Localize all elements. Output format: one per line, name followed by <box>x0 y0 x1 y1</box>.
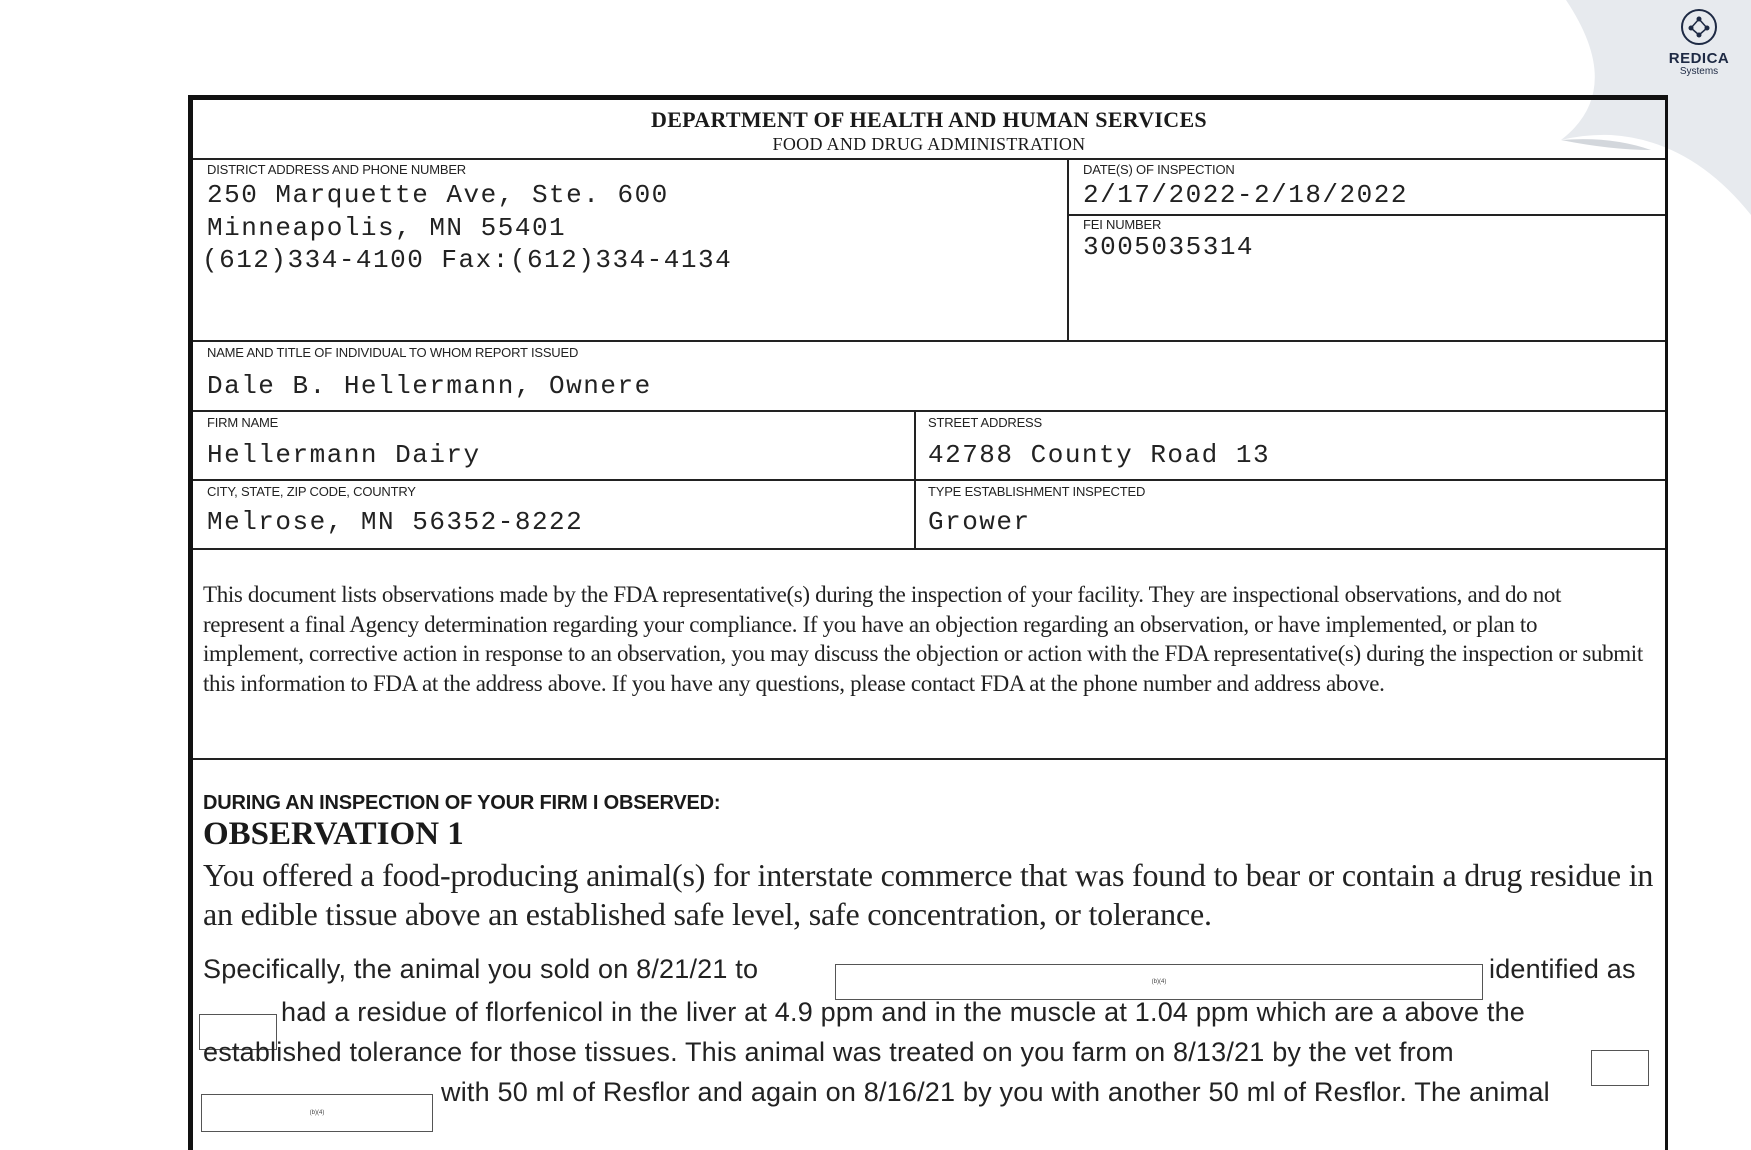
establishment-label: TYPE ESTABLISHMENT INSPECTED <box>928 484 1146 499</box>
street-value: 42788 County Road 13 <box>928 440 1271 470</box>
disclaimer-text: This document lists observations made by the FDA representative(s) during the inspection of your facility. They are inspectional observations, and do not represent a final Agency determination regarding your compliance. If you have an objection regarding an observation, or have implemented, or plan to implement, corrective action in response to an observation, you may discuss the objection or action with the FDA representative(s) during the inspection or submit this information to FDA at the address above. If you have any questions, please contact FDA at the phone number and address above. <box>203 582 1643 696</box>
report-to-label: NAME AND TITLE OF INDIVIDUAL TO WHOM REPORT ISSUED <box>207 345 579 360</box>
district-line2: Minneapolis, MN 55401 <box>207 213 567 243</box>
divider <box>193 548 1665 550</box>
street-label: STREET ADDRESS <box>928 415 1042 430</box>
divider <box>193 158 1665 160</box>
molecule-icon <box>1679 8 1719 46</box>
district-line1: 250 Marquette Ave, Ste. 600 <box>207 180 669 210</box>
department-heading: DEPARTMENT OF HEALTH AND HUMAN SERVICES <box>651 107 1207 132</box>
establishment-value: Grower <box>928 507 1031 537</box>
observation-detail-line1a: Specifically, the animal you sold on 8/21/21 to <box>203 954 759 984</box>
divider <box>193 410 1665 412</box>
redaction-box: (b)(4) <box>201 1094 433 1132</box>
brand-logo <box>1657 8 1741 77</box>
district-line3: (612)334-4100 Fax:(612)334-4134 <box>202 245 733 275</box>
observation-detail-line2: had a residue of florfenicol in the liver at 4.9 ppm and in the muscle at 1.04 ppm which are a above the <box>281 997 1526 1027</box>
observations-intro: DURING AN INSPECTION OF YOUR FIRM I OBSERVED: <box>203 792 721 814</box>
firm-value: Hellermann Dairy <box>207 440 481 470</box>
observation-detail-line1b: identified as <box>1489 954 1636 984</box>
inspection-dates-label: DATE(S) OF INSPECTION <box>1083 162 1235 177</box>
observation-detail-line3: established tolerance for those tissues. This animal was treated on you farm on 8/13/21 by the vet from <box>203 1037 1454 1067</box>
brand-name: REDICA <box>1668 50 1730 67</box>
city-value: Melrose, MN 56352-8222 <box>207 507 584 537</box>
agency-heading: FOOD AND DRUG ADMINISTRATION <box>772 134 1086 154</box>
firm-label: FIRM NAME <box>207 415 279 430</box>
redaction-box: (b)(4) <box>835 964 1483 1000</box>
observation-detail-line4: with 50 ml of Resflor and again on 8/16/21 by you with another 50 ml of Resflor. The animal <box>441 1077 1550 1107</box>
divider <box>193 758 1665 760</box>
brand-sub: Systems <box>1679 66 1719 77</box>
district-label: DISTRICT ADDRESS AND PHONE NUMBER <box>207 162 466 177</box>
report-to-value: Dale B. Hellermann, Ownere <box>207 371 652 401</box>
fei-value: 3005035314 <box>1083 232 1255 262</box>
inspection-dates-value: 2/17/2022-2/18/2022 <box>1083 180 1408 210</box>
divider <box>193 479 1665 481</box>
divider <box>1067 214 1665 216</box>
city-label: CITY, STATE, ZIP CODE, COUNTRY <box>207 484 416 499</box>
observation-description: You offered a food-producing animal(s) for interstate commerce that was found to bear or contain a drug residue in an edible tissue above an established safe level, safe concentration, or tolerance. <box>203 857 1654 932</box>
divider <box>193 340 1665 342</box>
divider <box>1067 158 1069 340</box>
observation-title: OBSERVATION 1 <box>203 816 464 852</box>
fei-label: FEI NUMBER <box>1083 217 1162 232</box>
fda-483-form <box>188 95 1668 1150</box>
